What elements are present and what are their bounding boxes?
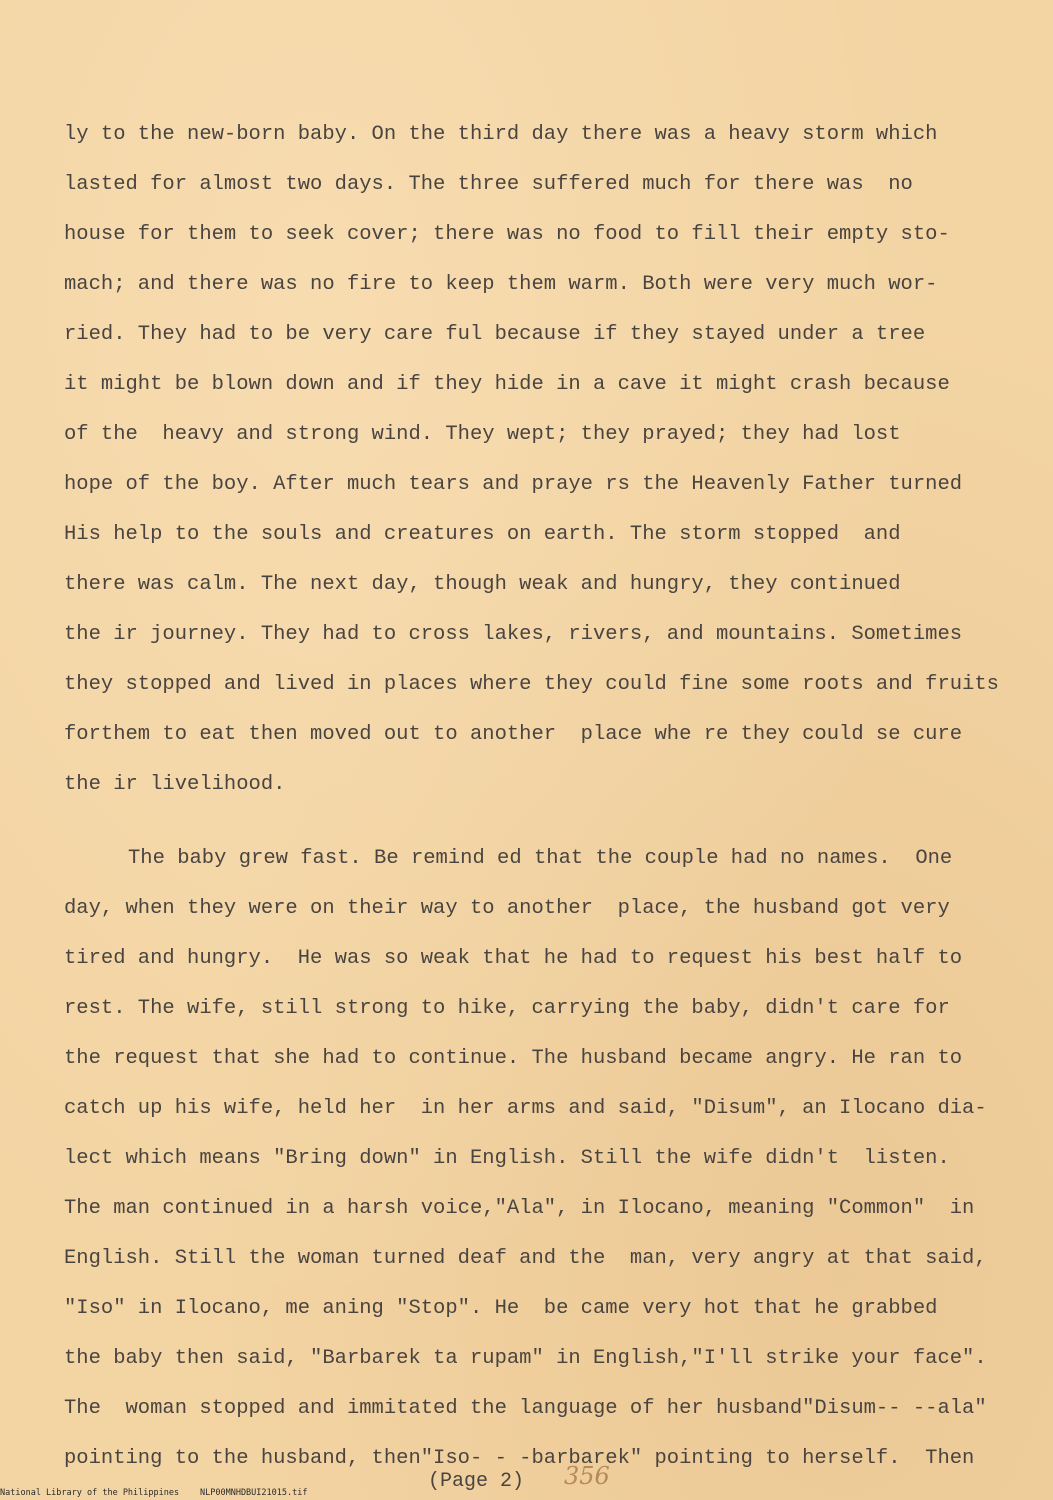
text-line: lect which means "Bring down" in English. Still the wife didn't listen.: [64, 1147, 950, 1170]
text-line: The man continued in a harsh voice,"Ala", in Ilocano, meaning "Common" in: [64, 1197, 975, 1220]
text-line: The woman stopped and immitated the language of her husband"Disum-- --ala": [64, 1397, 987, 1420]
text-line: it might be blown down and if they hide in a cave it might crash because: [64, 373, 950, 396]
text-line: the request that she had to continue. The husband became angry. He ran to: [64, 1047, 963, 1070]
text-line: ly to the new-born baby. On the third day there was a heavy storm which: [64, 123, 938, 146]
paragraph: [64, 110, 1004, 810]
text-line: day, when they were on their way to another place, the husband got very: [64, 897, 950, 920]
text-line: house for them to seek cover; there was no food to fill their empty sto-: [64, 223, 950, 246]
text-line: lasted for almost two days. The three suffered much for there was no: [64, 173, 913, 196]
text-line: The baby grew fast. Be remind ed that the couple had no names. One: [128, 847, 953, 870]
text-line: ried. They had to be very care ful because if they stayed under a tree: [64, 323, 926, 346]
text-line: rest. The wife, still strong to hike, carrying the baby, didn't care for: [64, 997, 950, 1020]
document-body: [64, 110, 1004, 1484]
text-line: English. Still the woman turned deaf and the man, very angry at that said,: [64, 1247, 987, 1270]
text-line: the baby then said, "Barbarek ta rupam" in English,"I'll strike your face".: [64, 1347, 987, 1370]
paragraph: [64, 834, 1004, 1484]
text-line: His help to the souls and creatures on earth. The storm stopped and: [64, 523, 901, 546]
text-line: there was calm. The next day, though weak and hungry, they continued: [64, 573, 901, 596]
handwritten-archive-number: 356: [564, 1462, 610, 1490]
paragraph-gap: [64, 810, 1004, 834]
footer-institution: National Library of the Philippines: [0, 1488, 180, 1498]
text-line: the ir livelihood.: [64, 773, 286, 796]
text-line: "Iso" in Ilocano, me aning "Stop". He be came very hot that he grabbed: [64, 1297, 938, 1320]
text-line: of the heavy and strong wind. They wept; they prayed; they had lost: [64, 423, 901, 446]
text-line: tired and hungry. He was so weak that he had to request his best half to: [64, 947, 963, 970]
text-line: pointing to the husband, then"Iso- - -barbarek" pointing to herself. Then: [64, 1447, 975, 1470]
text-line: the ir journey. They had to cross lakes, rivers, and mountains. Sometimes: [64, 623, 963, 646]
footer-file-name: NLP00MNHDBUI21015.tif: [200, 1488, 308, 1498]
text-line: forthem to eat then moved out to another place whe re they could se cure: [64, 723, 963, 746]
text-line: they stopped and lived in places where they could fine some roots and fruits: [64, 673, 999, 696]
text-line: mach; and there was no fire to keep them warm. Both were very much wor-: [64, 273, 938, 296]
text-line: hope of the boy. After much tears and praye rs the Heavenly Father turned: [64, 473, 963, 496]
page-number: (Page 2): [428, 1470, 525, 1493]
text-line: catch up his wife, held her in her arms and said, "Disum", an Ilocano dia-: [64, 1097, 987, 1120]
